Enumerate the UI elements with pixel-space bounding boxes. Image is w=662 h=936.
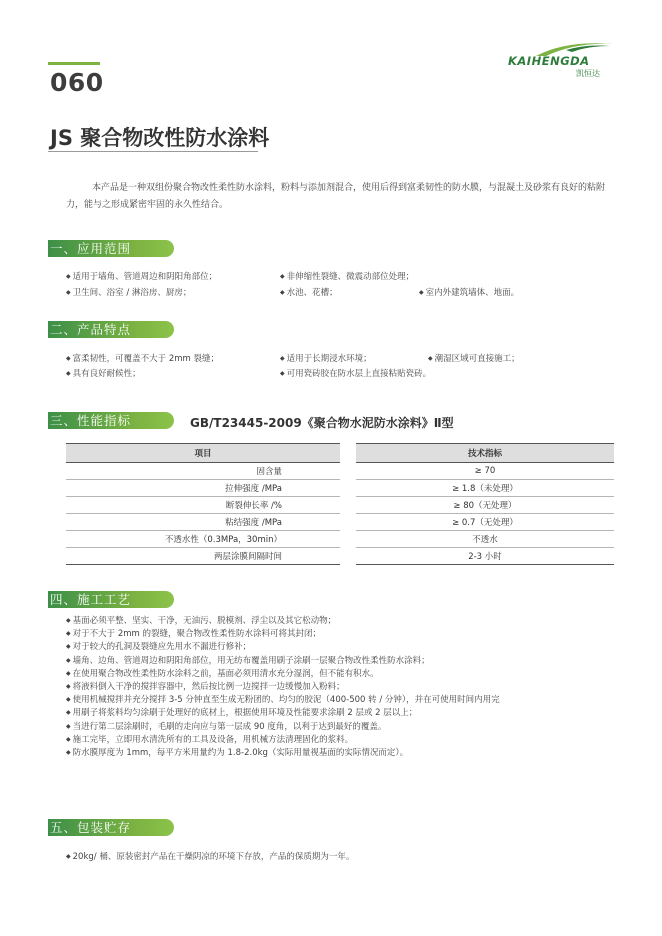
list-item: ◆ 对于较大的孔洞及裂缝应先用水不漏进行修补； [66, 641, 626, 654]
page-number-bar [48, 62, 100, 65]
table-cell: 固含量 [66, 463, 340, 480]
list-item: ◆ 卫生间、浴室 / 淋浴房、厨房； [66, 287, 191, 300]
page-number: 060 [50, 68, 104, 97]
standard-title: GB/T23445-2009《聚合物水泥防水涂料》Ⅱ型 [190, 416, 454, 430]
list-item: ◆ 20kg/ 桶、原装密封产品在干燥阴凉的环境下存放，产品的保质期为一年。 [66, 851, 354, 864]
table-header-row [66, 444, 614, 463]
table-cell: 两层涂膜间隔时间 [66, 548, 340, 565]
section-heading-application: 一、应用范围 [48, 240, 174, 257]
table-cell: 不透水性（0.3MPa，30min） [66, 531, 340, 548]
list-item: ◆ 施工完毕，立即用水清洗所有的工具及设备，用机械方法清理固化的浆料。 [66, 734, 626, 747]
section-heading-performance: 三、性能指标 [48, 412, 174, 429]
section-heading-packaging: 五、包装贮存 [48, 819, 174, 836]
table-row [66, 463, 614, 480]
list-item: ◆ 潮湿区域可直接施工； [428, 353, 520, 366]
table-cell: ≥ 1.8（未处理） [356, 480, 614, 497]
table-row [66, 497, 614, 514]
list-item: ◆ 室内外建筑墙体、地面。 [419, 287, 519, 300]
list-item: ◆ 墙角、边角、管道周边和阴阳角部位，用无纺布覆盖用刷子涂刷一层聚合物改性柔性防水涂料； [66, 655, 626, 668]
section-heading-process: 四、施工工艺 [48, 591, 174, 608]
section-heading-features: 二、产品特点 [48, 321, 174, 338]
table-cell: 2-3 小时 [356, 548, 614, 565]
table-row [66, 514, 614, 531]
performance-table [66, 443, 614, 565]
list-item: ◆ 在使用聚合物改性柔性防水涂料之前，基面必须用清水充分湿润，但不能有积水。 [66, 668, 626, 681]
table-row [66, 531, 614, 548]
list-item: ◆ 使用机械搅拌并充分搅拌 3-5 分钟直至生成无粉团的、均匀的胶泥（400-500 转 / 分钟），并在可使用时间内用完 [66, 694, 626, 707]
table-cell: ≥ 0.7（无处理） [356, 514, 614, 531]
logo-subtext: 凯恒达 [576, 69, 600, 78]
table-cell: 拉伸强度 /MPa [66, 480, 340, 497]
process-list [66, 615, 626, 760]
title-underline [48, 151, 258, 152]
table-cell: 粘结强度 /MPa [66, 514, 340, 531]
list-item: ◆ 适用于墙角、管道周边和阴阳角部位； [66, 271, 217, 284]
list-item: ◆ 非伸缩性裂缝、微震动部位处理； [280, 271, 414, 284]
list-item: ◆ 将液料倒入干净的搅拌容器中，然后按比例一边搅拌一边缓慢加入粉料； [66, 681, 626, 694]
list-item: ◆ 当进行第二层涂刷时，毛刷的走向应与第一层成 90 度角，以利于达到最好的覆盖。 [66, 721, 626, 734]
table-cell: ≥ 80（无处理） [356, 497, 614, 514]
list-item: ◆ 基面必须平整、坚实、干净，无油污、脱模剂、浮尘以及其它松动物； [66, 615, 626, 628]
intro-paragraph: 本产品是一种双组份聚合物改性柔性防水涂料，粉料与添加剂混合，使用后得到富柔韧性的防水膜，与混凝土及砂浆有良好的粘附力，能与之形成紧密牢固的永久性结合。 [66, 183, 606, 210]
list-item: ◆ 适用于长期浸水环境； [280, 353, 372, 366]
list-item: ◆ 用刷子将浆料均匀涂刷于处理好的底材上，根据使用环境及性能要求涂刷 2 层或 2 层以上； [66, 707, 626, 720]
table-header: 项目 [66, 444, 340, 463]
table-cell: 不透水 [356, 531, 614, 548]
list-item: ◆ 具有良好耐候性； [66, 368, 141, 381]
page-title: JS 聚合物改性防水涂料 [50, 126, 270, 150]
logo-text: KAIHENGDA [508, 54, 590, 68]
list-item: ◆ 对于不大于 2mm 的裂缝，聚合物改性柔性防水涂料可将其封闭； [66, 628, 626, 641]
table-cell: 断裂伸长率 /% [66, 497, 340, 514]
list-item: ◆ 防水膜厚度为 1mm，每平方米用量约为 1.8-2.0kg（实际用量视基面的实际情况而定）。 [66, 747, 626, 760]
list-item: ◆ 富柔韧性，可覆盖不大于 2mm 裂缝； [66, 353, 219, 366]
company-logo [506, 40, 618, 80]
table-header: 技术指标 [356, 444, 614, 463]
list-item: ◆ 可用瓷砖胶在防水层上直接粘贴瓷砖。 [280, 368, 431, 381]
table-cell: ≥ 70 [356, 463, 614, 480]
table-row [66, 548, 614, 565]
list-item: ◆ 水池、花槽； [280, 287, 338, 300]
table-row [66, 480, 614, 497]
